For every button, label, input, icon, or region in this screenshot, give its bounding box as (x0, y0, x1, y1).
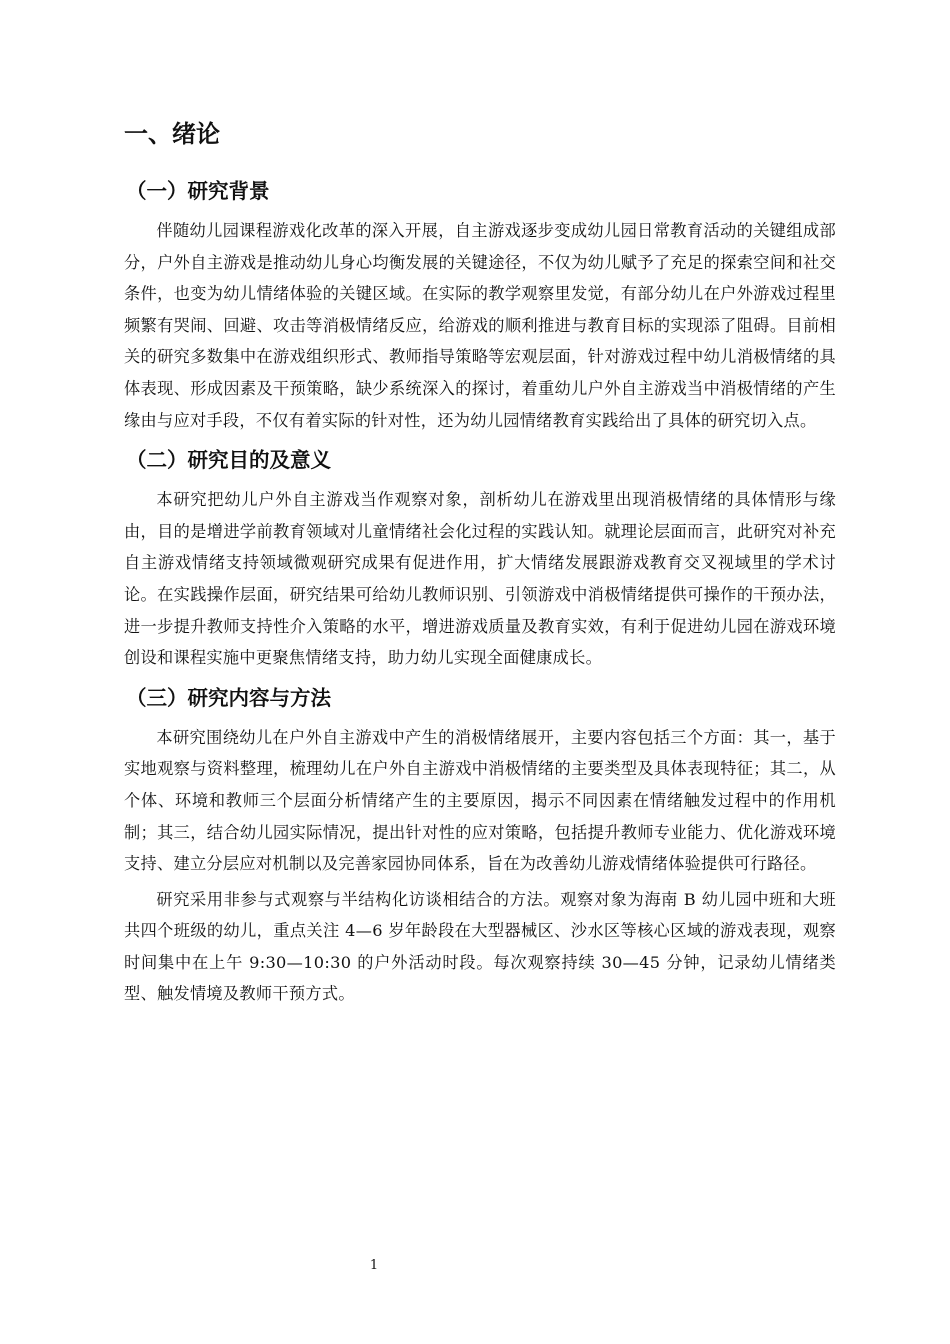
paragraph-method: 研究采用非参与式观察与半结构化访谈相结合的方法。观察对象为海南 B 幼儿园中班和大班共四个班级的幼儿，重点关注 4—6 岁年龄段在大型器械区、沙水区等核心区域的游戏表现，观察时间集中在上午 9:30—10:30 的户外活动时段。每次观察持续 30—45 分钟，记录幼儿情绪类型、触发情境及教师干预方式。 (124, 889, 836, 1004)
paragraph-content: 本研究围绕幼儿在户外自主游戏中产生的消极情绪展开，主要内容包括三个方面：其一，基于实地观察与资料整理，梳理幼儿在户外自主游戏中消极情绪的主要类型及具体表现特征；其二，从个体、环境和教师三个层面分析情绪产生的主要原因，揭示不同因素在情绪触发过程中的作用机制；其三，结合幼儿园实际情况，提出针对性的应对策略，包括提升教师专业能力、优化游戏环境支持、建立分层应对机制以及完善家园协同体系，旨在为改善幼儿游戏情绪体验提供可行路径。 (124, 727, 836, 874)
section-title-content-method: （三）研究内容与方法 (126, 685, 331, 710)
section-title-background: （一）研究背景 (126, 179, 270, 203)
chapter-title: 一、绪论 (124, 120, 220, 148)
paragraph-background: 伴随幼儿园课程游戏化改革的深入开展，自主游戏逐步变成幼儿园日常教育活动的关键组成部分，户外自主游戏是推动幼儿身心均衡发展的关键途径，不仅为幼儿赋予了充足的探索空间和社交条件，也变为幼儿情绪体验的关键区域。在实际的教学观察里发觉，有部分幼儿在户外游戏过程里频繁有哭闹、回避、攻击等消极情绪反应，给游戏的顺利推进与教育目标的实现添了阻碍。目前相关的研究多数集中在游戏组织形式、教师指导策略等宏观层面，针对游戏过程中幼儿消极情绪的具体表现、形成因素及干预策略，缺少系统深入的探讨，着重幼儿户外自主游戏当中消极情绪的产生缘由与应对手段，不仅有着实际的针对性，还为幼儿园情绪教育实践给出了具体的研究切入点。 (124, 221, 836, 430)
page-content (124, 112, 836, 1014)
paragraph-purpose: 本研究把幼儿户外自主游戏当作观察对象，剖析幼儿在游戏里出现消极情绪的具体情形与缘由，目的是增进学前教育领域对儿童情绪社会化过程的实践认知。就理论层面而言，此研究对补充自主游戏情绪支持领域微观研究成果有促进作用，扩大情绪发展跟游戏教育交叉视域里的学术讨论。在实践操作层面，研究结果可给幼儿教师识别、引领游戏中消极情绪提供可操作的干预办法，进一步提升教师支持性介入策略的水平，增进游戏质量及教育实效，有利于促进幼儿园在游戏环境创设和课程实施中更聚焦情绪支持，助力幼儿实现全面健康成长。 (124, 490, 836, 668)
page-number: 1 (369, 1258, 379, 1273)
section-title-purpose: （二）研究目的及意义 (126, 448, 331, 473)
